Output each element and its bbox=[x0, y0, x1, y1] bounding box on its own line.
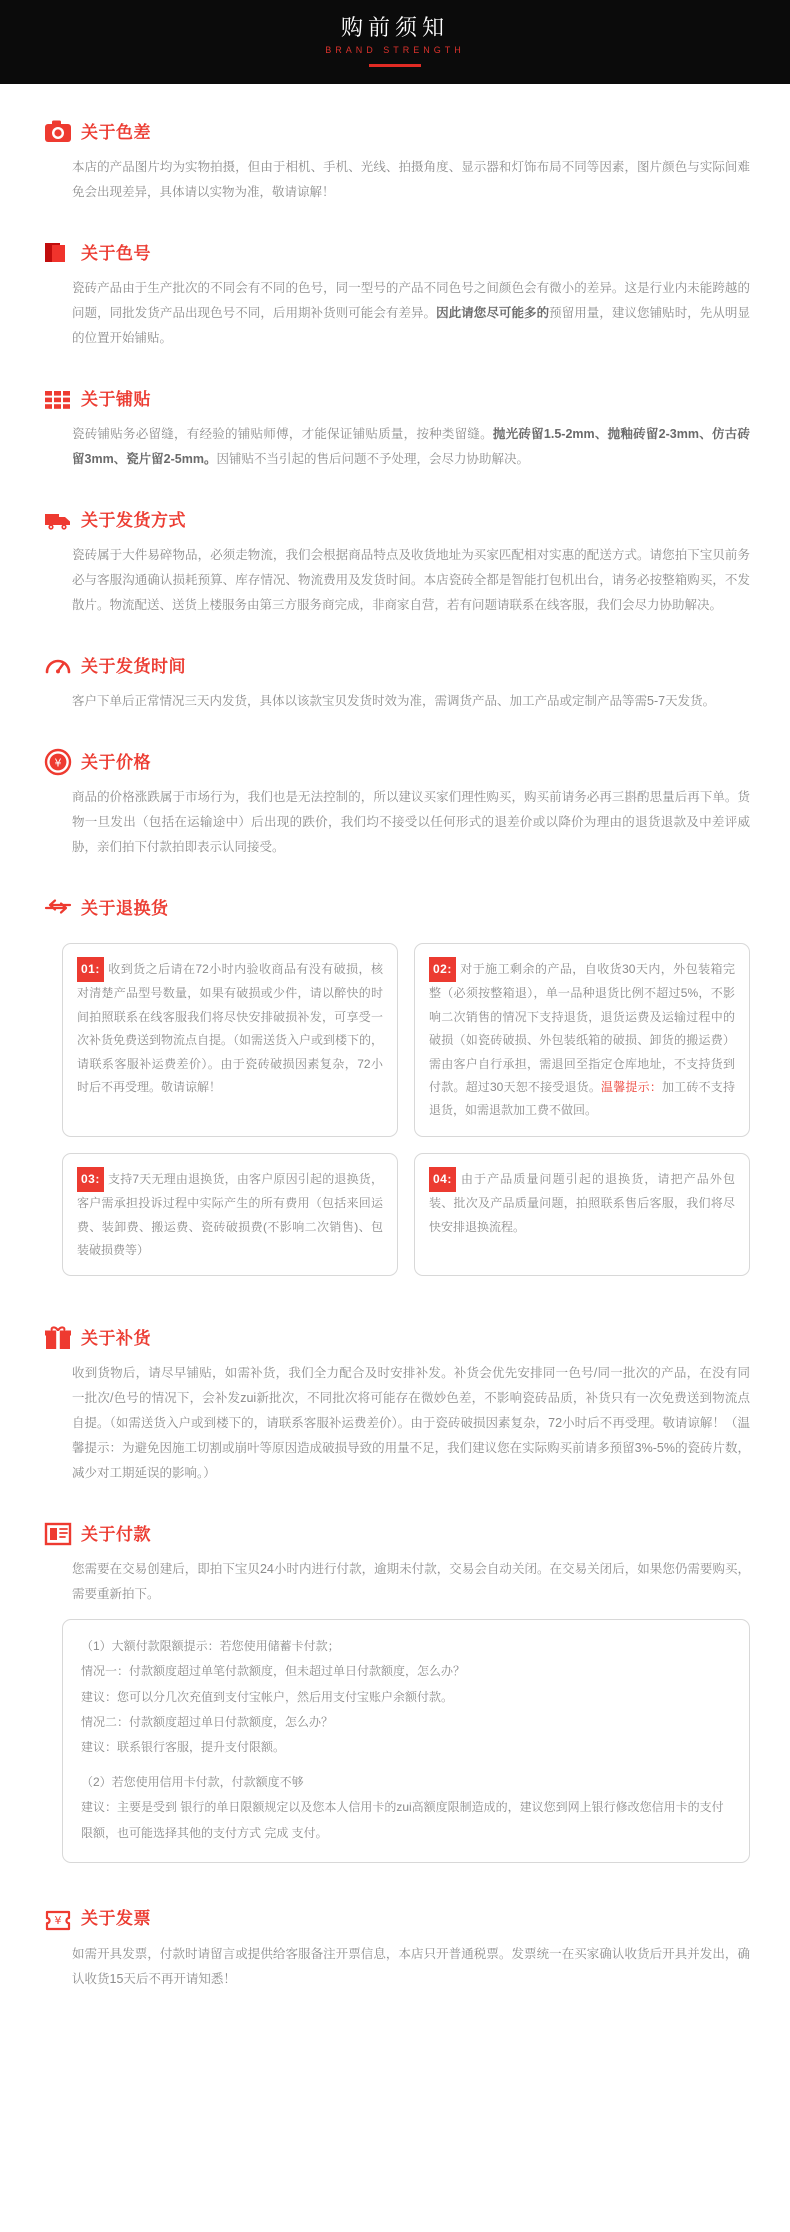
section-price bbox=[0, 748, 790, 860]
card-number-badge: 02: bbox=[429, 957, 456, 982]
invoice-ticket-icon bbox=[44, 1905, 72, 1933]
card-number-badge: 01: bbox=[77, 957, 104, 982]
section-header bbox=[0, 894, 790, 922]
card-text: 收到货之后请在72小时内验收商品有没有破损，核对清楚产品型号数量，如果有破损或少件，请以醉快的时间拍照联系在线客服我们将尽快安排破损补发，可享受一次补货免费送到物流点自提。（如需送货入户或到楼下的，请联系客服补运费差价）。由于瓷砖破损因素复杂，72小时后不再受理。敬请谅解！ bbox=[77, 962, 384, 1094]
section-title: 关于补货 bbox=[81, 1328, 151, 1348]
section-title: 关于色差 bbox=[81, 122, 151, 142]
section-title: 关于退换货 bbox=[81, 898, 169, 918]
card-number-badge: 03: bbox=[77, 1167, 104, 1192]
section-body bbox=[0, 276, 790, 351]
color-code-text-part1: 瓷砖产品由于生产批次的不同会有不同的色号，同一型号的产品不同色号之间颜色会有微小的差异。这是 bbox=[72, 281, 650, 295]
returns-card bbox=[414, 1153, 750, 1277]
returns-card bbox=[62, 943, 398, 1137]
section-shipping-method bbox=[0, 506, 790, 618]
return-arrows-icon bbox=[44, 894, 72, 922]
section-shipping-time bbox=[0, 652, 790, 714]
section-body: 您需要在交易创建后，即拍下宝贝24小时内进行付款，逾期未付款，交易会自动关闭。在交易关闭后，如果您仍需要购买，需要重新拍下。 bbox=[72, 1562, 750, 1602]
section-body bbox=[0, 422, 790, 472]
section-body: 客户下单后正常情况三天内发货，具体以该款宝贝发货时效为准，需调货产品、加工产品或定制产品等需5-7天发货。 bbox=[72, 694, 716, 708]
section-title: 关于铺贴 bbox=[81, 389, 151, 409]
returns-card-grid bbox=[0, 931, 790, 1276]
card-text: 由于产品质量问题引起的退换货，请把产品外包装、批次及产品质量问题，拍照联系售后客服，我们将尽快安排退换流程。 bbox=[429, 1171, 735, 1234]
section-invoice bbox=[0, 1905, 790, 1992]
paving-text-pre: 瓷砖铺贴务必留缝，有经验的铺贴师傅，才能保证铺贴质量，按种类留缝。 bbox=[72, 427, 493, 441]
section-title: 关于价格 bbox=[81, 752, 151, 772]
section-header bbox=[0, 1905, 790, 1933]
section-restock bbox=[0, 1324, 790, 1486]
color-code-emphasis: 因此请您尽可能多的 bbox=[436, 306, 550, 320]
section-header bbox=[0, 652, 790, 680]
paving-text-bold: 抛光砖留1.5-2mm、抛釉砖留2-3mm、仿古砖留3mm、瓷片留2-5mm。 bbox=[72, 427, 750, 466]
section-body: 本店的产品图片均为实物拍摄，但由于相机、手机、光线、拍摄角度、显示器和灯饰布局不同等因素，图片颜色与实际间难免会出现差异，具体请以实物为准，敬请谅解！ bbox=[72, 160, 750, 199]
section-color-difference bbox=[0, 118, 790, 205]
color-code-text-part2: 行业内未能跨越的问题，同批发货产品出现色号不同，后用期补货则可能会有差异。 bbox=[72, 281, 750, 320]
section-header bbox=[0, 506, 790, 534]
returns-card bbox=[62, 1153, 398, 1277]
banner-divider bbox=[369, 64, 421, 67]
banner-subtitle: BRAND STRENGTH bbox=[325, 45, 465, 55]
section-returns bbox=[0, 894, 790, 1276]
section-title: 关于发货方式 bbox=[81, 510, 186, 530]
card-number-badge: 04: bbox=[429, 1167, 456, 1192]
payment-card-icon bbox=[44, 1520, 72, 1548]
camera-icon bbox=[44, 118, 72, 146]
payment-note-line: （2）若您使用信用卡付款，付款额度不够 bbox=[81, 1775, 304, 1790]
section-payment bbox=[0, 1520, 790, 1863]
page-banner bbox=[0, 0, 790, 84]
section-header bbox=[0, 748, 790, 776]
section-header bbox=[0, 385, 790, 413]
color-code-text-part3: 预留用量，建议您铺贴时，先从明显的位置开始铺贴。 bbox=[72, 306, 750, 345]
color-swatch-icon bbox=[44, 239, 72, 267]
truck-icon bbox=[44, 506, 72, 534]
payment-note-line: （1）大额付款限额提示：若您使用储蓄卡付款； bbox=[81, 1639, 340, 1654]
section-body: 瓷砖属于大件易碎物品，必须走物流，我们会根据商品特点及收货地址为买家匹配相对实惠的配送方式。请您拍下宝贝前务必与客服沟通确认损耗预算、库存情况、物流费用及发货时间。本店瓷砖全都是智能打包机出台，请务必按整箱购买，不发散片。物流配送、送货上楼服务由第三方服务商完成，非商家自营，若有问题请联系在线客服，我们会尽力协助解决。 bbox=[72, 548, 750, 612]
payment-note-line: 建议：您可以分几次充值到支付宝帐户，然后用支付宝账户余额付款。 bbox=[81, 1689, 454, 1704]
section-title: 关于发票 bbox=[81, 1909, 151, 1929]
section-body: 收到货物后，请尽早铺贴，如需补货，我们全力配合及时安排补发。补货会优先安排同一色号/同一批次的产品，在没有同一批次/色号的情况下，会补发zui新批次，不同批次将可能存在微妙色差，不影响瓷砖品质，补货只有一次免费送到物流点自提。（如需送货入户或到楼下的，请联系客服补运费差价）。由于瓷砖破损因素复杂，72小时后不再受理。敬请谅解！（温馨提示：为避免因施工切割或崩叶等原因造成破损导致的用量不足，我们建议您在实际购买前请多预留3%-5%的瓷砖片数，减少对工期延误的影响。） bbox=[72, 1366, 751, 1481]
section-body: 如需开具发票，付款时请留言或提供给客服备注开票信息，本店只开普通税票。发票统一在买家确认收货后开具并发出，确认收货15天后不再开请知悉！ bbox=[72, 1946, 750, 1986]
payment-note-line: 建议：主要是受到 银行的单日限额规定以及您本人信用卡的zui高额度限制造成的，建议您到网上银行修改您信用卡的支付限额，也可能选择其他的支付方式 完成 支付。 bbox=[81, 1800, 724, 1840]
section-color-code bbox=[0, 239, 790, 351]
brick-wall-icon bbox=[44, 385, 72, 413]
gift-box-icon bbox=[44, 1324, 72, 1352]
section-header bbox=[0, 1520, 790, 1548]
card-tip-text: 加工砖不支持退货，如需退款加工费不做回。 bbox=[429, 1079, 735, 1118]
paving-text-post: 因铺贴不当引起的售后问题不予处理，会尽力协助解决。 bbox=[216, 452, 529, 466]
card-text: 支持7天无理由退换货，由客户原因引起的退换货，客户需承担投诉过程中实际产生的所有费用（包括来回运费、装卸费、搬运费、瓷砖破损费(不影响二次销售)、包装破损费等） bbox=[77, 1171, 383, 1257]
payment-note-line: 情况一：付款额度超过单笔付款额度，但未超过单日付款额度，怎么办？ bbox=[81, 1664, 466, 1679]
section-title: 关于发货时间 bbox=[81, 656, 186, 676]
section-title: 关于色号 bbox=[81, 243, 151, 263]
card-text: 对于施工剩余的产品，自收货30天内，外包装箱完整（必须按整箱退），单一品种退货比例不超过5%，不影响二次销售的情况下支持退货，退货运费及运输过程中的破损（如瓷砖破损、外包装纸箱的破损、卸货的搬运费）需由客户自行承担，需退回至指定仓库地址，不支持货到付款。超过30天恕不接受退货。 bbox=[429, 962, 735, 1094]
yuan-circle-icon bbox=[44, 748, 72, 776]
card-tip-label: 温馨提示： bbox=[601, 1079, 663, 1094]
page-title: 购前须知 bbox=[340, 15, 449, 40]
section-header bbox=[0, 1324, 790, 1352]
svg-text:¥: ¥ bbox=[54, 1913, 62, 1927]
section-body: 商品的价格涨跌属于市场行为，我们也是无法控制的，所以建议买家们理性购买，购买前请务必再三斟酌思量后再下单。货物一旦发出（包括在运输途中）后出现的跌价，我们均不接受以任何形式的退差价或以降价为理由的退货退款及中差评威胁，亲们拍下付款拍即表示认同接受。 bbox=[72, 790, 750, 854]
svg-text:¥: ¥ bbox=[54, 756, 62, 770]
payment-note-box bbox=[62, 1619, 750, 1863]
section-paving bbox=[0, 385, 790, 472]
payment-note-line: 建议：联系银行客服，提升支付限额。 bbox=[81, 1740, 286, 1755]
note-spacer bbox=[81, 1760, 731, 1770]
payment-note-line: 情况二：付款额度超过单日付款额度，怎么办？ bbox=[81, 1714, 334, 1729]
section-header bbox=[0, 239, 790, 267]
section-header bbox=[0, 118, 790, 146]
section-title: 关于付款 bbox=[81, 1524, 151, 1544]
returns-card bbox=[414, 943, 750, 1137]
speedometer-icon bbox=[44, 652, 72, 680]
